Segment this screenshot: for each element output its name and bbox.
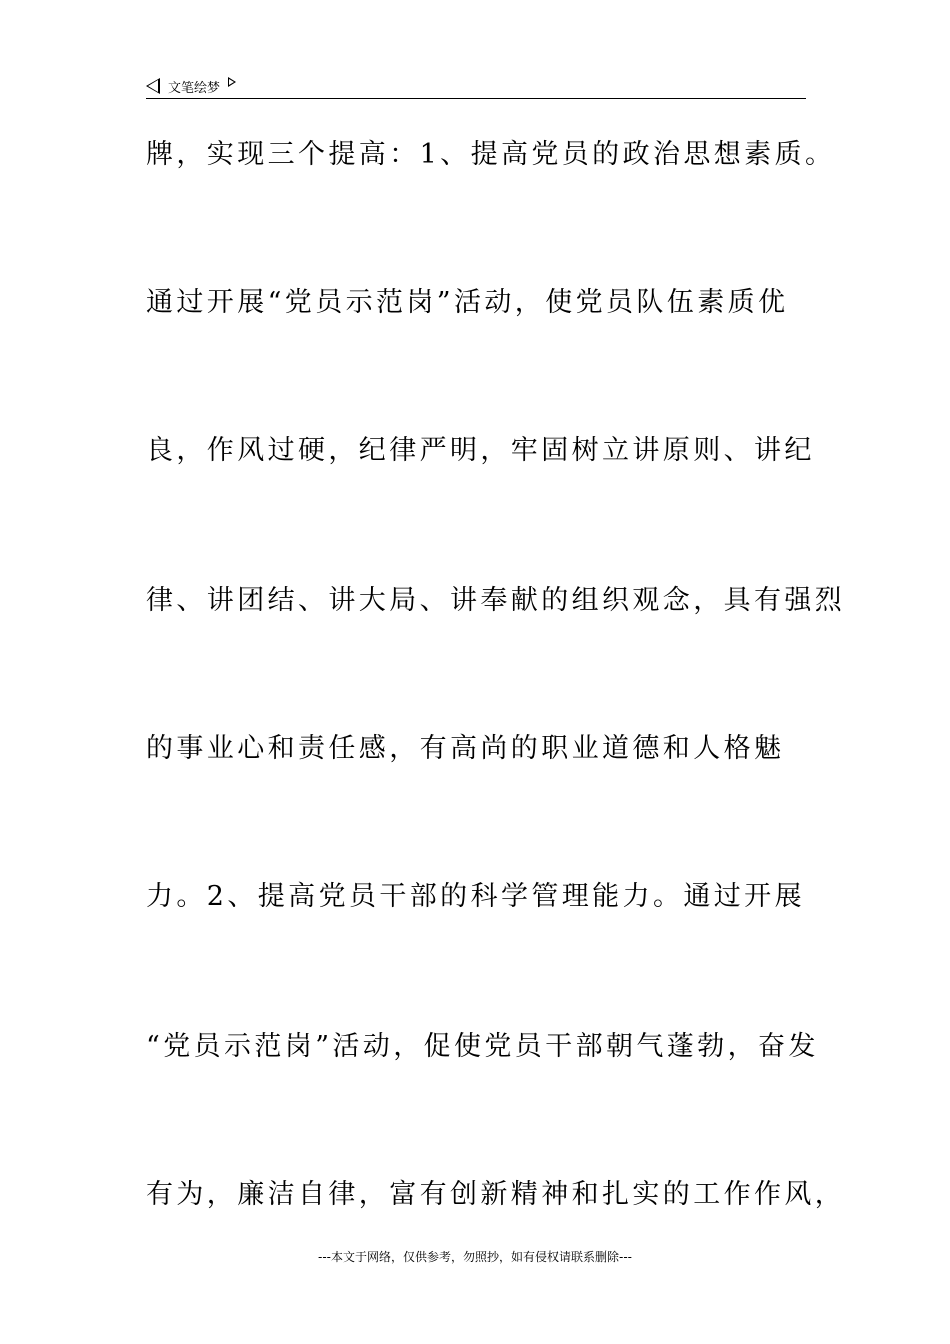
body-line: 良，作风过硬，纪律严明，牢固树立讲原则、讲纪 [146,435,815,466]
body-line: 力。2、提高党员干部的科学管理能力。通过开展 [146,881,805,912]
body-line: 通过开展“党员示范岗”活动，使党员队伍素质优 [146,287,789,318]
body-line: 牌，实现三个提高：1、提高党员的政治思想素质。 [146,139,836,170]
body-line: 律、讲团结、讲大局、讲奉献的组织观念，具有强烈 [146,585,846,616]
page-header [146,74,806,98]
header-divider [146,98,806,99]
page-footer: ---本文于网络，仅供参考，勿照抄，如有侵权请联系删除--- [318,1250,632,1264]
body-line: 有为，廉洁自律，富有创新精神和扎实的工作作风， [146,1179,846,1210]
triangle-right-icon [228,77,236,87]
triangle-left-icon [146,78,160,94]
body-line: 的事业心和责任感，有高尚的职业道德和人格魅 [146,733,785,764]
body-line: “党员示范岗”活动，促使党员干部朝气蓬勃，奋发 [146,1031,819,1062]
header-title: 文笔绘梦 [168,80,221,96]
